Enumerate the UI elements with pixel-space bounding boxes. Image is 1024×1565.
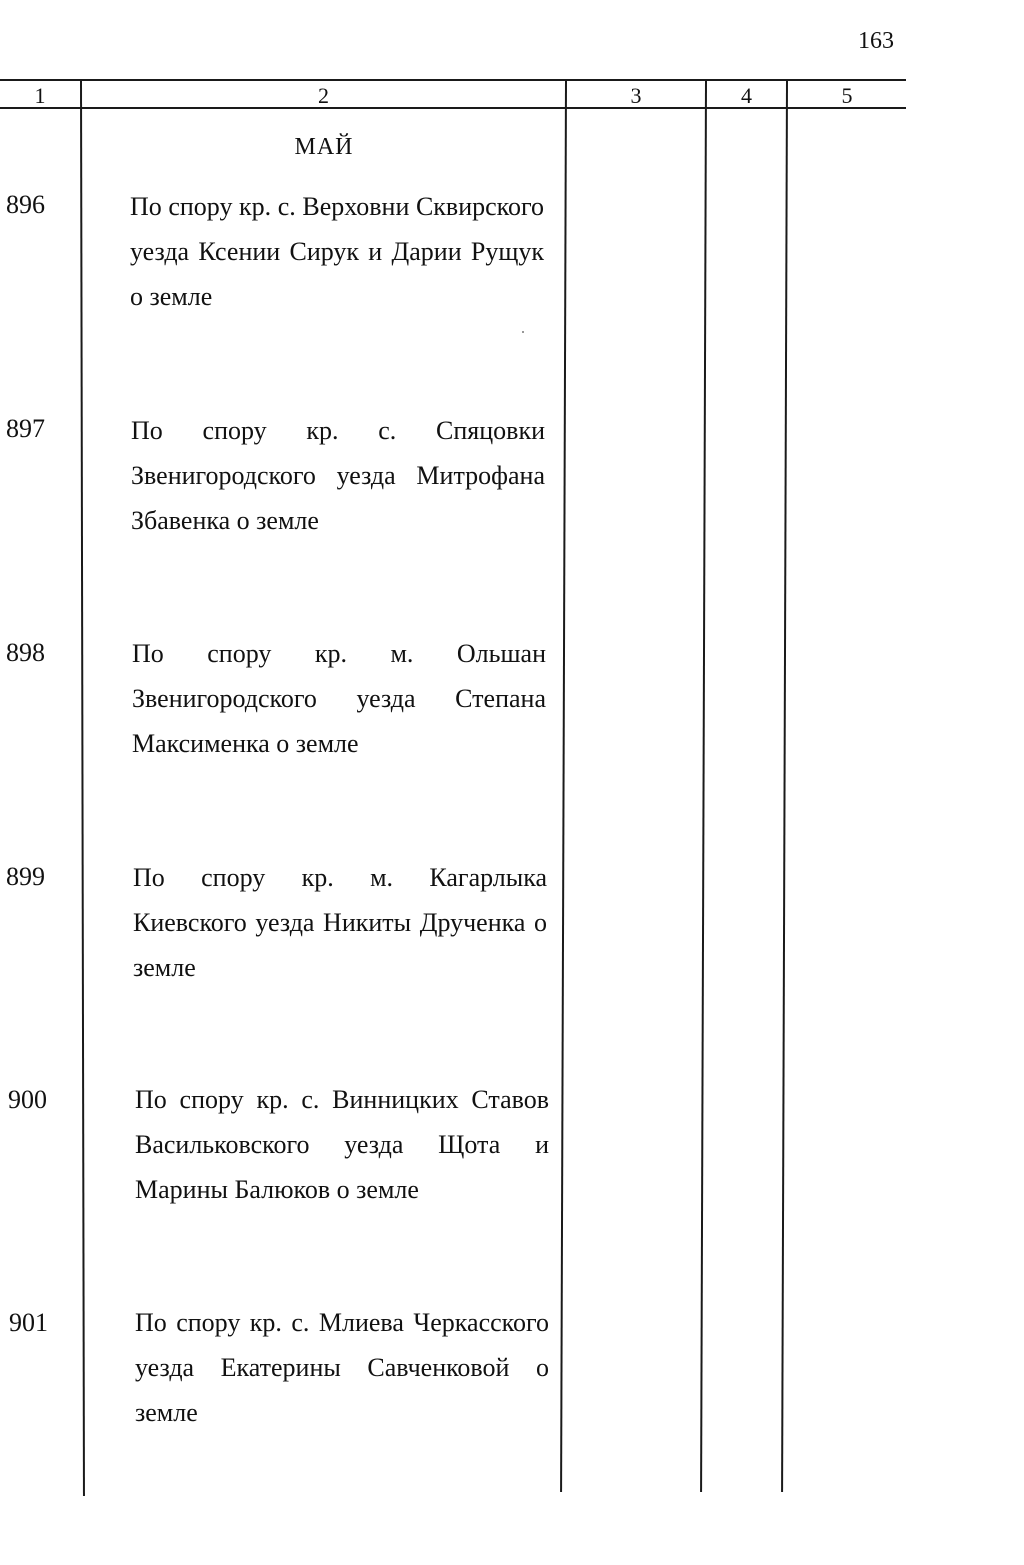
entry-number: 899 <box>6 862 45 891</box>
column-header-5: 5 <box>841 83 853 108</box>
scan-speck <box>522 331 524 333</box>
section-heading: МАЙ <box>294 134 354 160</box>
column-header-4: 4 <box>741 83 752 108</box>
entry-number: 898 <box>6 638 45 667</box>
entry-number: 901 <box>9 1308 48 1337</box>
column-divider-3-4 <box>700 80 707 1492</box>
entry-description: По спору кр. м. Ольшан Звенигородского уезда Степана Максименка о земле <box>132 639 546 758</box>
column-divider-2-3 <box>560 80 567 1492</box>
column-divider-1-2 <box>80 80 85 1496</box>
entry-description: По спору кр. с. Винницких Ставов Васильковского уезда Щота и Марины Балюков о земле <box>135 1085 549 1204</box>
entry-number: 897 <box>6 414 45 443</box>
page-number: 163 <box>858 28 894 54</box>
column-header-2: 2 <box>318 83 329 108</box>
entry-description: По спору кр. с. Млиева Черкасского уезда Екатерины Савченковой о земле <box>135 1308 549 1427</box>
entry-description: По спору кр. с. Спяцовки Звенигородского уезда Митрофана Збавенка о земле <box>131 416 545 535</box>
entry-number: 900 <box>8 1085 47 1114</box>
column-header-1: 1 <box>34 83 46 108</box>
column-divider-4-5 <box>781 80 788 1492</box>
entry-description: По спору кр. с. Верховни Сквирского уезда Ксении Сирук и Дарии Рущук о земле <box>130 192 544 311</box>
entry-number: 896 <box>6 190 45 219</box>
entry-description: По спору кр. м. Кагарлыка Киевского уезда Никиты Друченка о земле <box>133 863 547 982</box>
table-top-rule <box>0 79 906 81</box>
column-header-3: 3 <box>630 83 642 108</box>
